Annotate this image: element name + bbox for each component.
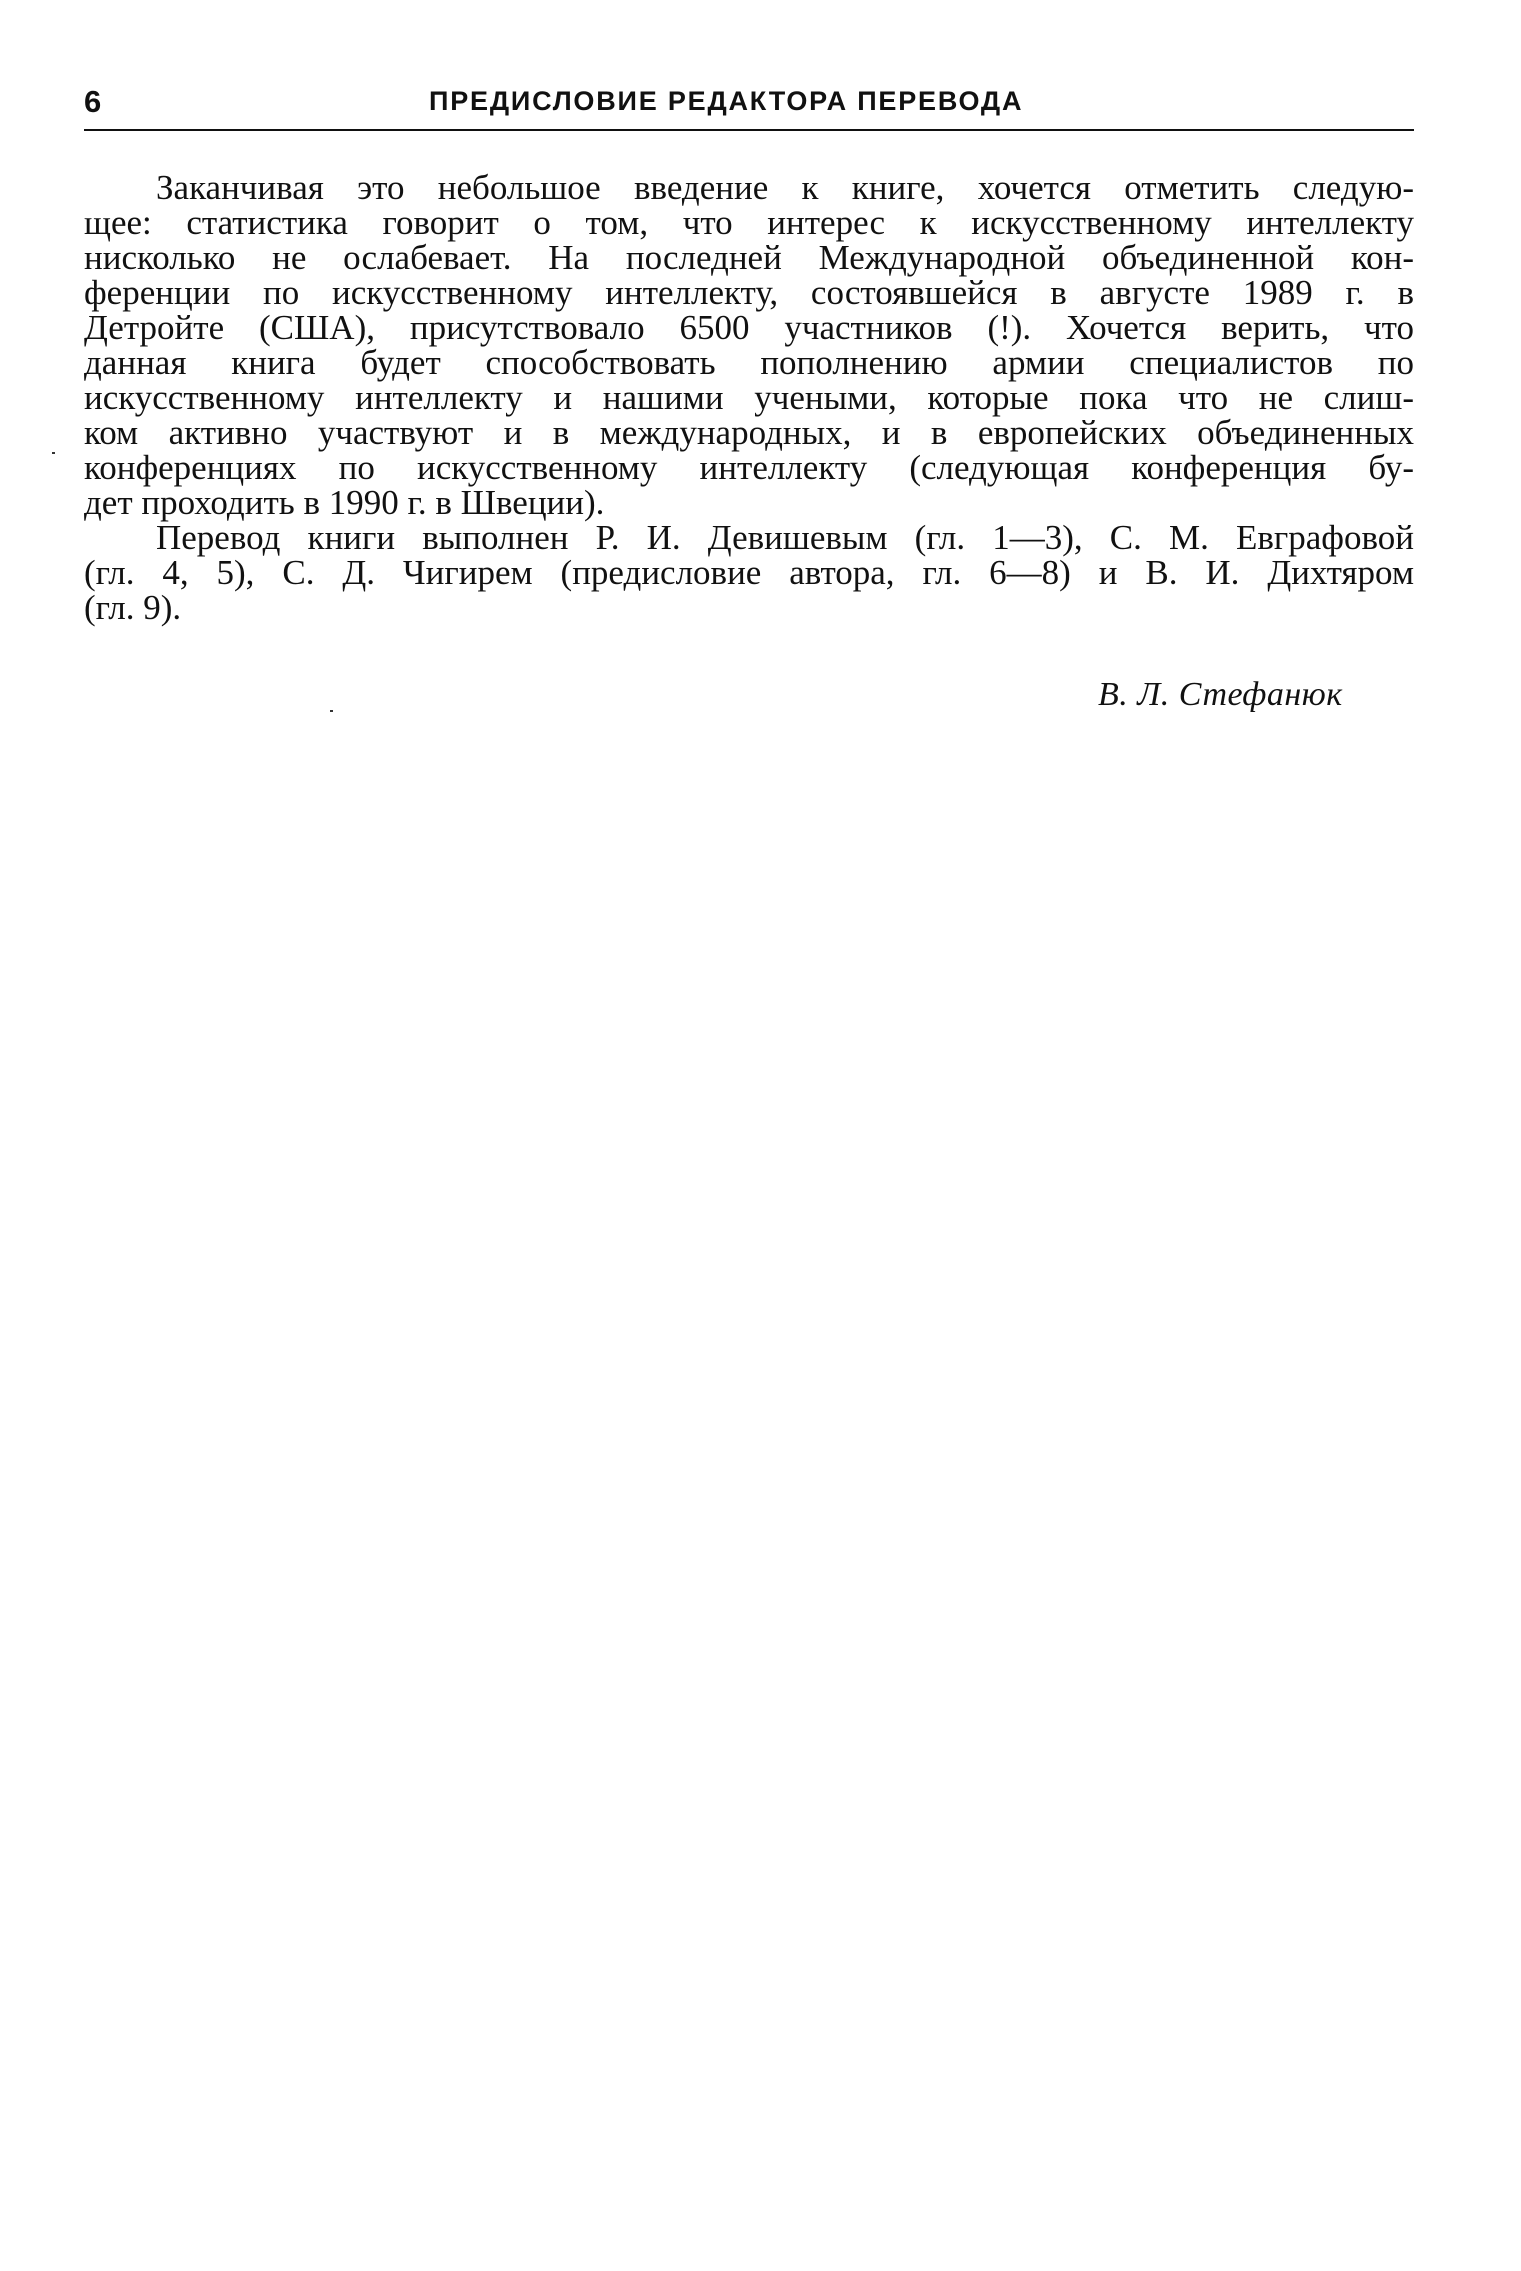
text-line: Заканчивая это небольшое введение к книге, хочется отметить следую-: [156, 168, 1414, 207]
scan-speck: [330, 710, 333, 712]
body-text: [84, 170, 1414, 625]
running-title: ПРЕДИСЛОВИЕ РЕДАКТОРА ПЕРЕВОДА: [429, 86, 1024, 116]
page-number: 6: [84, 84, 102, 119]
text-line: Перевод книги выполнен Р. И. Девишевым (гл. 1—3), С. М. Евграфовой: [156, 518, 1414, 557]
paragraph-2: [84, 520, 1414, 625]
scan-speck: [52, 452, 55, 454]
header-rule: [84, 129, 1414, 131]
text-line: (гл. 9).: [84, 588, 182, 627]
text-line: искусственному интеллекту и нашими учеными, которые пока что не слиш-: [84, 378, 1414, 417]
signature: В. Л. Стефанюк: [1098, 676, 1343, 713]
text-line: дет проходить в 1990 г. в Швеции).: [84, 483, 605, 522]
text-line: конференциях по искусственному интеллекту (следующая конференция бу-: [84, 448, 1414, 487]
text-line: Детройте (США), присутствовало 6500 участников (!). Хочется верить, что: [84, 308, 1414, 347]
text-line: ком активно участвуют и в международных, и в европейских объединенных: [84, 413, 1414, 452]
text-line: ференции по искусственному интеллекту, состоявшейся в августе 1989 г. в: [84, 273, 1414, 312]
text-line: (гл. 4, 5), С. Д. Чигирем (предисловие автора, гл. 6—8) и В. И. Дихтяром: [84, 553, 1414, 592]
running-head: [84, 82, 1414, 130]
paragraph-1: [84, 170, 1414, 520]
text-line: нисколько не ослабевает. На последней Международной объединенной кон-: [84, 238, 1414, 277]
text-line: данная книга будет способствовать пополнению армии специалистов по: [84, 343, 1414, 382]
text-line: щее: статистика говорит о том, что интерес к искусственному интеллекту: [84, 203, 1414, 242]
